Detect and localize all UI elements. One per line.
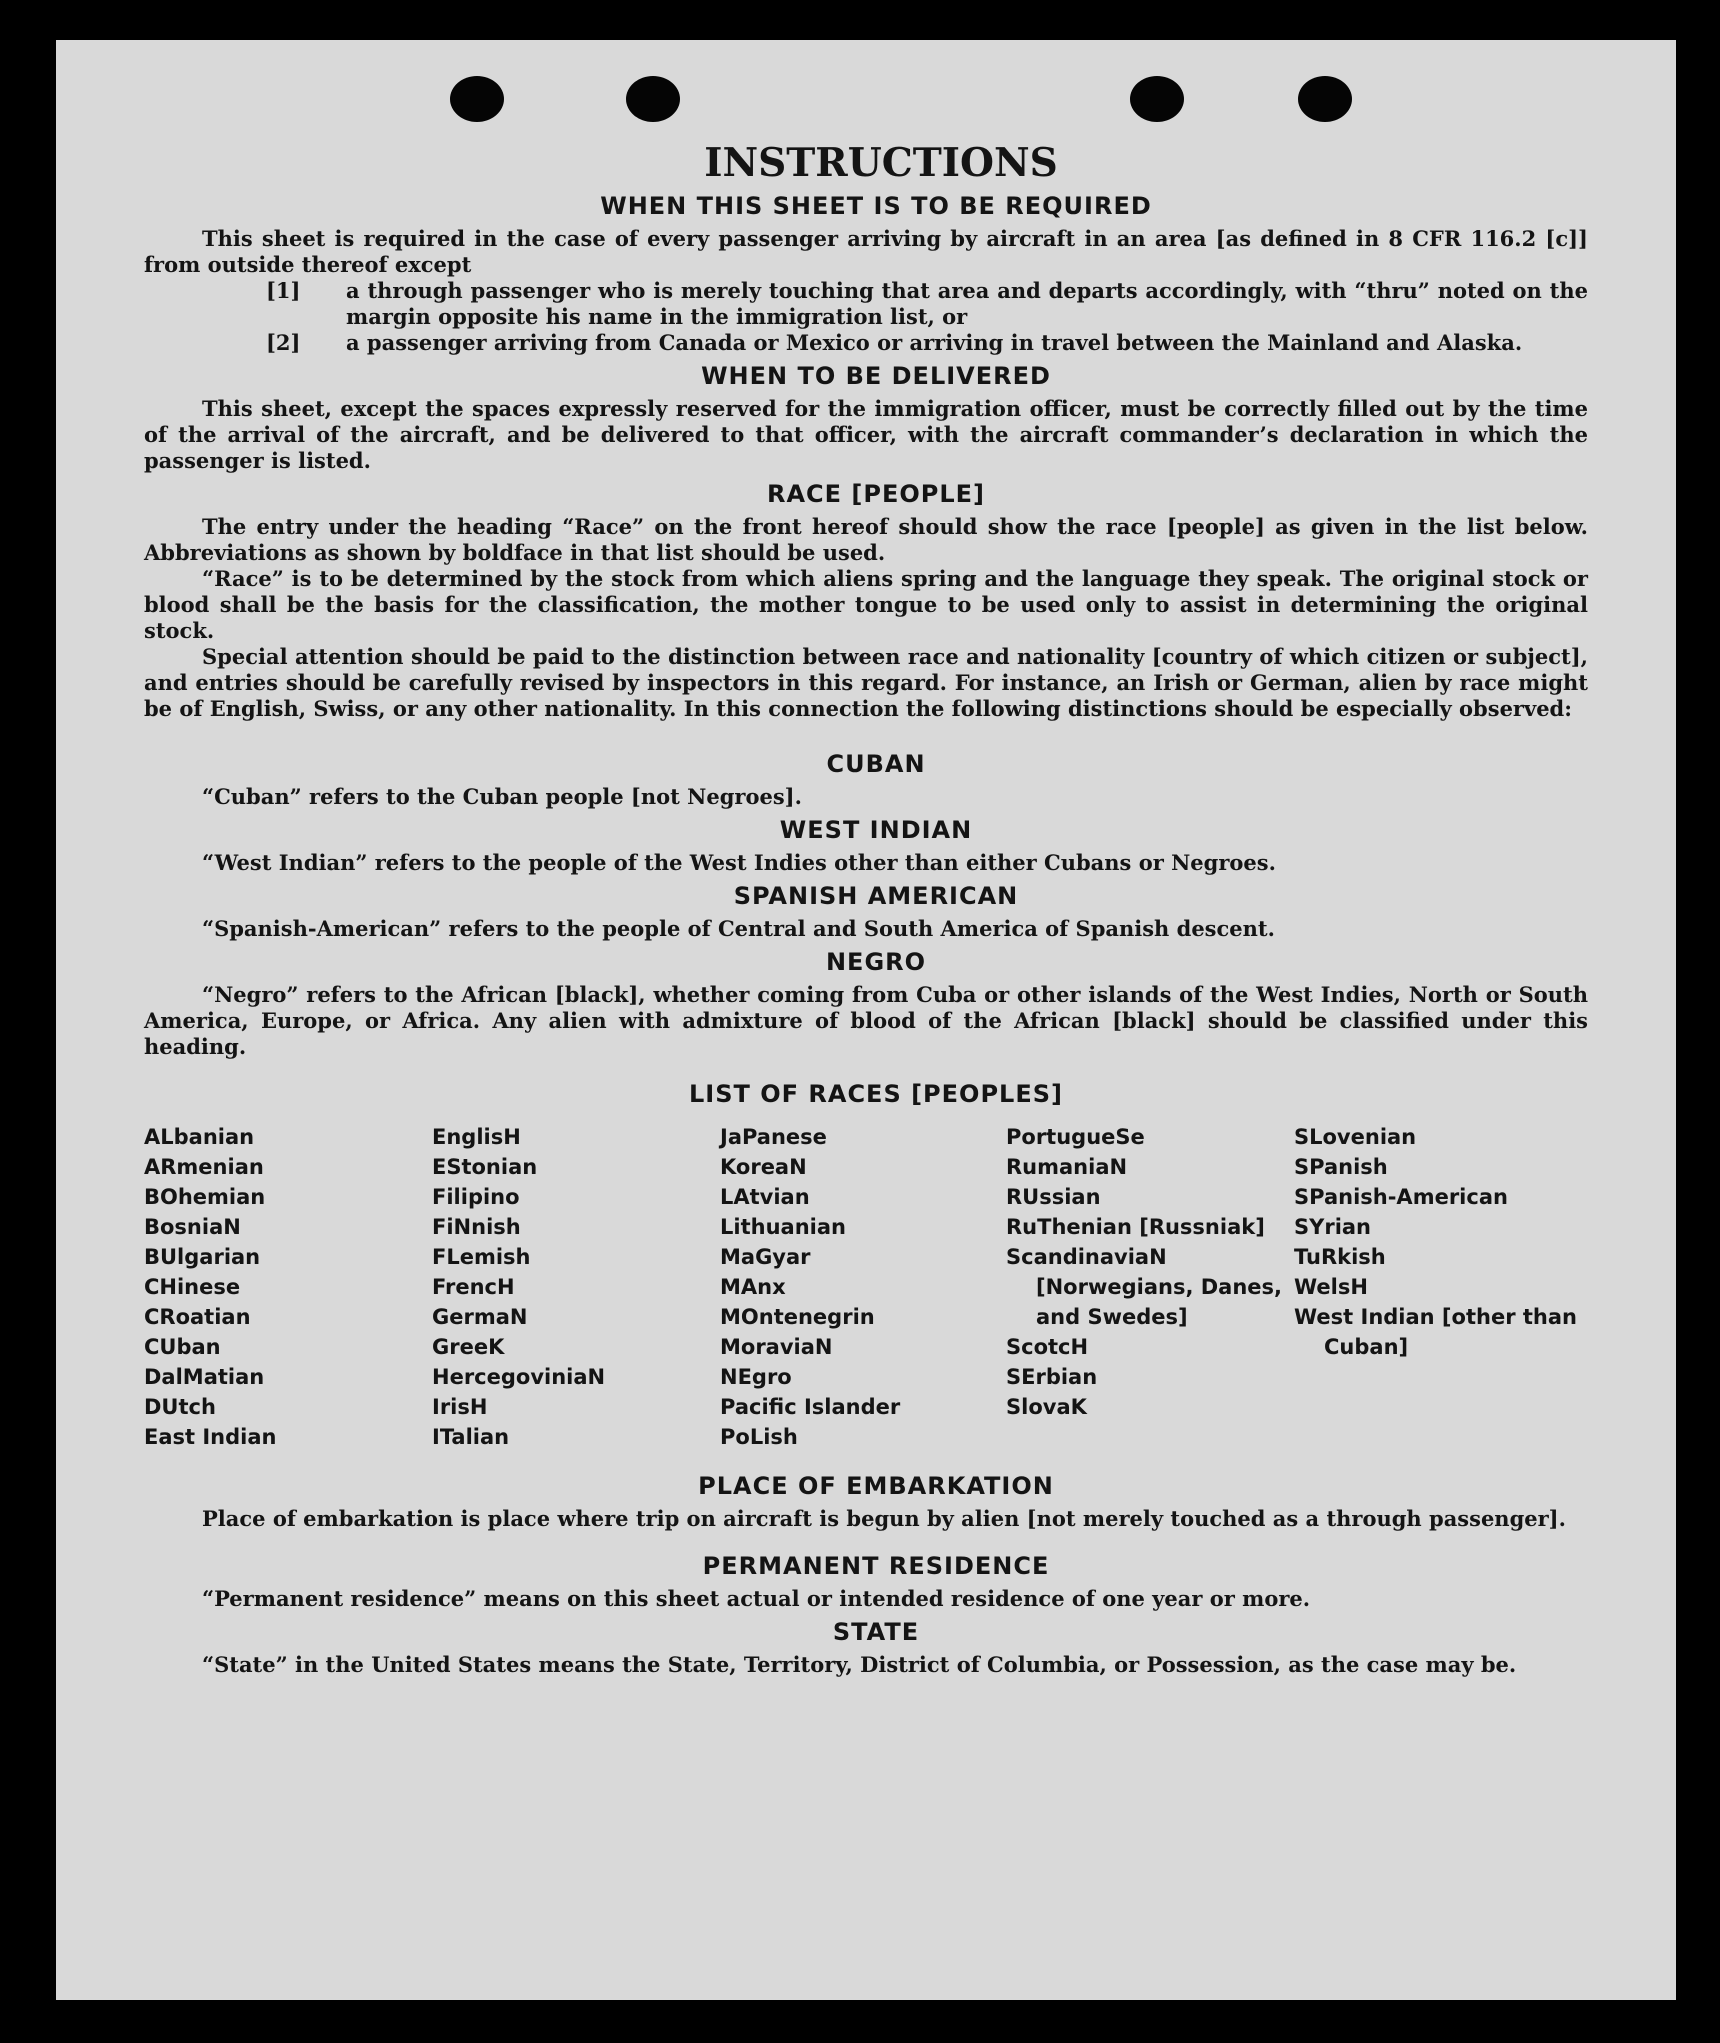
required-item bbox=[266, 330, 1588, 356]
race-entry: ScotcH bbox=[1006, 1335, 1089, 1359]
negro-text: “Negro” refers to the African [black], whether coming from Cuba or other islands of the West Indies, North or South America, Europe, or Africa. Any alien with admixture of blood of the African [black] should be classified under this heading. bbox=[144, 982, 1588, 1059]
race-entry: IrisH bbox=[432, 1395, 488, 1419]
heading-race: RACE [PEOPLE] bbox=[766, 480, 986, 508]
document-body bbox=[144, 140, 1588, 1678]
item-text: a passenger arriving from Canada or Mexico or arriving in travel between the Mainland and Alaska. bbox=[346, 330, 1523, 355]
race-entry: Lithuanian bbox=[720, 1215, 846, 1239]
race-paragraph: “Race” is to be determined by the stock from which aliens spring and the language they speak. The original stock or blood shall be the basis for the classification, the mother tongue to be used only to assist in determining the original stock. bbox=[144, 566, 1588, 643]
races-column bbox=[1006, 1122, 1294, 1452]
race-entry: ALbanian bbox=[144, 1125, 255, 1149]
instruction-sheet bbox=[56, 40, 1676, 2000]
race-entry: GermaN bbox=[432, 1305, 528, 1329]
race-entry: FLemish bbox=[432, 1245, 531, 1269]
race-entry: FiNnish bbox=[432, 1215, 521, 1239]
race-entry: ScandinaviaN [Norwegians, Danes, and Swedes] bbox=[1006, 1245, 1283, 1329]
race-entry: SErbian bbox=[1006, 1365, 1098, 1389]
race-entry: Filipino bbox=[432, 1185, 520, 1209]
race-entry: BOhemian bbox=[144, 1185, 266, 1209]
race-entry: RUssian bbox=[1006, 1185, 1101, 1209]
race-entry: East Indian bbox=[144, 1425, 277, 1449]
race-entry: EnglisH bbox=[432, 1125, 521, 1149]
race-entry: CRoatian bbox=[144, 1305, 251, 1329]
heading-state: STATE bbox=[832, 1618, 920, 1646]
race-entry: GreeK bbox=[432, 1335, 505, 1359]
heading-when-required: WHEN THIS SHEET IS TO BE REQUIRED bbox=[600, 192, 1152, 220]
races-column bbox=[144, 1122, 432, 1452]
punch-hole bbox=[1298, 76, 1352, 122]
embarkation-text: Place of embarkation is place where trip on aircraft is begun by alien [not merely touched as a through passenger]. bbox=[202, 1506, 1566, 1531]
delivered-text: This sheet, except the spaces expressly reserved for the immigration officer, must be correctly filled out by the time of the arrival of the aircraft, and be delivered to that officer, with the aircraft commander’s declaration in which the passenger is listed. bbox=[144, 396, 1588, 473]
race-entry: KoreaN bbox=[720, 1155, 807, 1179]
race-entry: MaGyar bbox=[720, 1245, 811, 1269]
race-entry: PoLish bbox=[720, 1425, 798, 1449]
west-indian-text: “West Indian” refers to the people of the West Indies other than either Cubans or Negroes. bbox=[202, 850, 1276, 875]
race-entry: BosniaN bbox=[144, 1215, 241, 1239]
race-entry: DUtch bbox=[144, 1395, 216, 1419]
race-entry: CHinese bbox=[144, 1275, 241, 1299]
heading-when-delivered: WHEN TO BE DELIVERED bbox=[701, 362, 1051, 390]
race-entry: RuThenian [Russniak] bbox=[1006, 1215, 1265, 1239]
race-entry: PortugueSe bbox=[1006, 1125, 1145, 1149]
race-entry: Pacific Islander bbox=[720, 1395, 901, 1419]
race-entry: SLovenian bbox=[1294, 1125, 1417, 1149]
race-entry: CUban bbox=[144, 1335, 221, 1359]
race-entry: WelsH bbox=[1294, 1275, 1368, 1299]
residence-text: “Permanent residence” means on this sheet actual or intended residence of one year or more. bbox=[202, 1586, 1311, 1611]
race-entry: MoraviaN bbox=[720, 1335, 833, 1359]
spanish-american-text: “Spanish-American” refers to the people of Central and South America of Spanish descent. bbox=[202, 916, 1275, 941]
race-entry: EStonian bbox=[432, 1155, 538, 1179]
races-column bbox=[1294, 1122, 1588, 1452]
heading-list-of-races: LIST OF RACES [PEOPLES] bbox=[689, 1080, 1063, 1108]
race-entry: ARmenian bbox=[144, 1155, 264, 1179]
state-text: “State” in the United States means the State, Territory, District of Columbia, or Possession, as the case may be. bbox=[202, 1652, 1517, 1677]
punch-hole bbox=[626, 76, 680, 122]
punch-hole bbox=[1130, 76, 1184, 122]
race-paragraph: The entry under the heading “Race” on the front hereof should show the race [people] as given in the list below. Abbreviations as shown by boldface in that list should be used. bbox=[144, 514, 1588, 565]
item-number: [1] bbox=[266, 278, 301, 303]
heading-permanent-residence: PERMANENT RESIDENCE bbox=[702, 1552, 1050, 1580]
heading-cuban: CUBAN bbox=[826, 750, 926, 778]
race-entry: SYrian bbox=[1294, 1215, 1372, 1239]
race-entry: West Indian [other than Cuban] bbox=[1294, 1305, 1577, 1359]
races-column bbox=[720, 1122, 1006, 1452]
race-entry: MOntenegrin bbox=[720, 1305, 875, 1329]
heading-negro: NEGRO bbox=[825, 948, 927, 976]
punch-hole bbox=[450, 76, 504, 122]
race-entry: ITalian bbox=[432, 1425, 510, 1449]
required-item bbox=[266, 278, 1588, 330]
race-entry: TuRkish bbox=[1294, 1245, 1386, 1269]
race-entry: SPanish bbox=[1294, 1155, 1388, 1179]
document-title: INSTRUCTIONS bbox=[704, 140, 1058, 186]
item-number: [2] bbox=[266, 330, 301, 355]
heading-embarkation: PLACE OF EMBARKATION bbox=[698, 1472, 1054, 1500]
race-entry: NEgro bbox=[720, 1365, 792, 1389]
race-paragraph: Special attention should be paid to the distinction between race and nationality [country of which citizen or subject], and entries should be carefully revised by inspectors in this regard. For instance, an Irish or German, alien by race might be of English, Swiss, or any other nationality. In this connection the following distinctions should be especially observed: bbox=[144, 644, 1588, 721]
item-text: a through passenger who is merely touching that area and departs accordingly, with “thru” noted on the margin opposite his name in the immigration list, or bbox=[346, 278, 1588, 329]
race-entry: FrencH bbox=[432, 1275, 515, 1299]
race-entry: SPanish-American bbox=[1294, 1185, 1508, 1209]
race-entry: MAnx bbox=[720, 1275, 786, 1299]
race-entry: SlovaK bbox=[1006, 1395, 1087, 1419]
race-entry: DalMatian bbox=[144, 1365, 265, 1389]
races-column bbox=[432, 1122, 720, 1452]
race-entry: JaPanese bbox=[720, 1125, 827, 1149]
race-entry: HercegoviniaN bbox=[432, 1365, 606, 1389]
race-entry: BUlgarian bbox=[144, 1245, 261, 1269]
heading-spanish-american: SPANISH AMERICAN bbox=[733, 882, 1019, 910]
race-entry: LAtvian bbox=[720, 1185, 810, 1209]
required-intro: This sheet is required in the case of every passenger arriving by aircraft in an area [as defined in 8 CFR 116.2 [c]] from outside thereof except bbox=[144, 226, 1588, 277]
race-entry: RumaniaN bbox=[1006, 1155, 1128, 1179]
cuban-text: “Cuban” refers to the Cuban people [not Negroes]. bbox=[202, 784, 802, 809]
races-list bbox=[144, 1122, 1588, 1452]
heading-west-indian: WEST INDIAN bbox=[779, 816, 973, 844]
